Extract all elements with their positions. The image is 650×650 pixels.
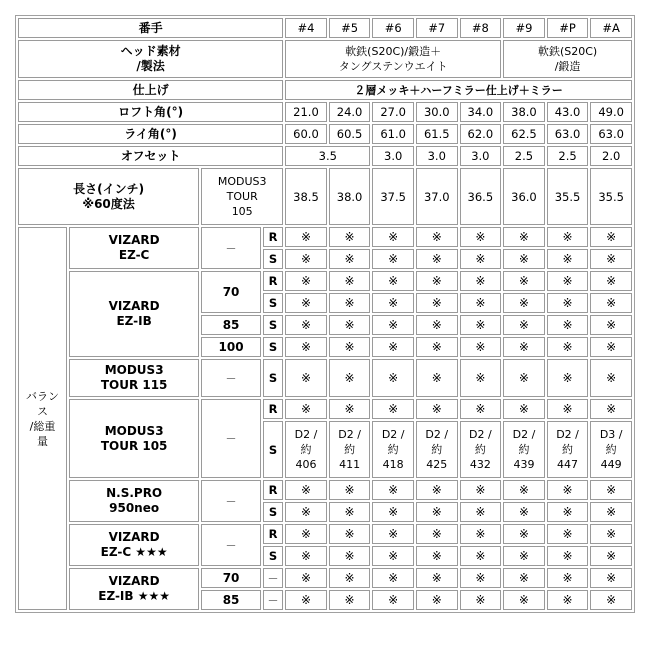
club-number: #4 [285, 18, 327, 38]
text-line: 約 [300, 443, 312, 456]
text-line: VIZARD [108, 574, 160, 588]
loft-value: 38.0 [503, 102, 545, 122]
balance-mark: ※ [590, 271, 632, 291]
text-line: D2 / [294, 428, 318, 441]
text-line: MODUS3 [104, 363, 164, 377]
length-value: 35.5 [547, 168, 589, 225]
length-shaft [201, 168, 283, 225]
balance-mark: ※ [503, 480, 545, 500]
label-balance-weight [18, 227, 67, 610]
balance-weight-value [547, 421, 589, 478]
loft-value: 43.0 [547, 102, 589, 122]
balance-mark: ※ [285, 337, 327, 357]
flex-s: S [263, 249, 283, 269]
length-value: 36.5 [460, 168, 502, 225]
balance-mark: ※ [372, 249, 414, 269]
balance-mark: ※ [285, 293, 327, 313]
balance-weight-value [285, 421, 327, 478]
shaft-vizard-ezc [69, 227, 199, 269]
shaft-weight: 70 [201, 568, 261, 588]
label-loft: ロフト角(°) [18, 102, 283, 122]
balance-mark: ※ [285, 524, 327, 544]
balance-mark: ※ [372, 359, 414, 397]
balance-mark: ※ [372, 293, 414, 313]
text-line: MODUS3 [217, 175, 267, 188]
balance-mark: ※ [460, 315, 502, 335]
balance-mark: ※ [547, 590, 589, 610]
text-line: 432 [469, 458, 491, 471]
balance-mark: ※ [285, 502, 327, 522]
row-length [18, 168, 632, 225]
flex-s: S [263, 546, 283, 566]
text-line: EZ-IB [116, 314, 152, 328]
finish-value: ２層メッキ＋ハーフミラー仕上げ＋ミラー [285, 80, 632, 100]
balance-mark: ※ [329, 227, 371, 247]
balance-mark: ※ [416, 480, 458, 500]
balance-mark: ※ [460, 337, 502, 357]
balance-mark: ※ [547, 315, 589, 335]
balance-mark: ※ [285, 227, 327, 247]
balance-mark: ※ [547, 546, 589, 566]
weight-dash: － [201, 359, 261, 397]
lie-value: 60.5 [329, 124, 371, 144]
balance-mark: ※ [590, 227, 632, 247]
text-line: EZ-C ★★★ [100, 545, 168, 559]
balance-mark: ※ [285, 399, 327, 419]
balance-mark: ※ [503, 502, 545, 522]
balance-mark: ※ [329, 502, 371, 522]
text-line: 約 [605, 443, 617, 456]
balance-mark: ※ [590, 293, 632, 313]
balance-mark: ※ [590, 546, 632, 566]
row-loft [18, 102, 632, 122]
balance-mark: ※ [372, 502, 414, 522]
balance-mark: ※ [460, 502, 502, 522]
balance-mark: ※ [329, 271, 371, 291]
balance-mark: ※ [460, 546, 502, 566]
offset-value: 3.0 [416, 146, 458, 166]
balance-mark: ※ [372, 399, 414, 419]
balance-mark: ※ [285, 315, 327, 335]
text-line: 軟鉄(S20C) [537, 45, 598, 58]
row-balance-vizard-ezc3-r [18, 524, 632, 544]
label-length [18, 168, 199, 225]
offset-value: 3.0 [460, 146, 502, 166]
balance-mark: ※ [416, 227, 458, 247]
label-offset: オフセット [18, 146, 283, 166]
balance-weight-value [372, 421, 414, 478]
balance-mark: ※ [329, 546, 371, 566]
balance-mark: ※ [590, 590, 632, 610]
balance-mark: ※ [547, 568, 589, 588]
balance-mark: ※ [503, 271, 545, 291]
label-finish: 仕上げ [18, 80, 283, 100]
head-material-forged-tungsten [285, 40, 501, 78]
label-line: /製法 [136, 59, 165, 73]
shaft-weight: 85 [201, 315, 261, 335]
text-line: 418 [382, 458, 404, 471]
balance-mark: ※ [547, 524, 589, 544]
text-line: /総重 [29, 419, 56, 433]
balance-mark: ※ [416, 249, 458, 269]
balance-mark: ※ [460, 524, 502, 544]
text-line: 447 [557, 458, 579, 471]
balance-mark: ※ [590, 249, 632, 269]
text-line: D2 / [469, 428, 492, 441]
weight-dash: － [201, 227, 261, 269]
lie-value: 61.0 [372, 124, 414, 144]
flex-r: R [263, 480, 283, 500]
text-line: TOUR 105 [100, 438, 168, 453]
text-line: 約 [474, 443, 486, 456]
balance-mark: ※ [416, 399, 458, 419]
offset-value: 2.5 [547, 146, 589, 166]
balance-mark: ※ [590, 399, 632, 419]
balance-mark: ※ [547, 399, 589, 419]
club-number: #A [590, 18, 632, 38]
text-line: D2 / [512, 428, 536, 441]
balance-mark: ※ [416, 359, 458, 397]
balance-mark: ※ [460, 399, 502, 419]
text-line: 約 [344, 443, 356, 456]
flex-r: R [263, 271, 283, 291]
balance-mark: ※ [460, 249, 502, 269]
flex-s: S [263, 502, 283, 522]
text-line: /鍛造 [554, 60, 581, 73]
row-club-number [18, 18, 632, 38]
shaft-weight: 85 [201, 590, 261, 610]
balance-mark: ※ [285, 271, 327, 291]
balance-mark: ※ [503, 524, 545, 544]
flex-s: S [263, 337, 283, 357]
row-balance-vizard-ezib-70r [18, 271, 632, 291]
loft-value: 49.0 [590, 102, 632, 122]
balance-mark: ※ [503, 546, 545, 566]
row-offset [18, 146, 632, 166]
text-line: D2 / [338, 428, 361, 441]
text-line: 950neo [109, 501, 160, 515]
lie-value: 63.0 [547, 124, 589, 144]
flex-s: S [263, 293, 283, 313]
balance-mark: ※ [460, 480, 502, 500]
balance-mark: ※ [503, 590, 545, 610]
balance-mark: ※ [329, 590, 371, 610]
balance-mark: ※ [590, 315, 632, 335]
balance-mark: ※ [503, 227, 545, 247]
text-line: TOUR 115 [100, 378, 168, 392]
text-line: 449 [600, 458, 622, 471]
text-line: 約 [518, 443, 530, 456]
balance-mark: ※ [503, 359, 545, 397]
text-line: VIZARD [108, 299, 160, 313]
club-number: #6 [372, 18, 414, 38]
offset-value-merged: 3.5 [285, 146, 370, 166]
text-line: TOUR [226, 190, 258, 203]
row-balance-vizard-ezc-r [18, 227, 632, 247]
balance-mark: ※ [329, 480, 371, 500]
shaft-modus115 [69, 359, 199, 397]
text-line: ス [37, 404, 49, 418]
label-line: ※60度法 [82, 196, 135, 211]
balance-mark: ※ [285, 590, 327, 610]
balance-mark: ※ [416, 524, 458, 544]
text-line: 約 [431, 443, 443, 456]
balance-mark: ※ [285, 480, 327, 500]
balance-mark: ※ [460, 293, 502, 313]
label-club-number: 番手 [18, 18, 283, 38]
text-line: タングステンウエイト [338, 60, 448, 73]
loft-value: 21.0 [285, 102, 327, 122]
balance-mark: ※ [285, 359, 327, 397]
balance-mark: ※ [503, 399, 545, 419]
balance-mark: ※ [416, 293, 458, 313]
row-head-material [18, 40, 632, 78]
shaft-vizard-ezib3 [69, 568, 199, 610]
balance-mark: ※ [285, 249, 327, 269]
lie-value: 62.5 [503, 124, 545, 144]
shaft-weight: 100 [201, 337, 261, 357]
balance-mark: ※ [416, 271, 458, 291]
length-value: 36.0 [503, 168, 545, 225]
balance-mark: ※ [372, 480, 414, 500]
text-line: VIZARD [108, 233, 160, 247]
offset-value: 3.0 [372, 146, 414, 166]
balance-mark: ※ [590, 480, 632, 500]
balance-mark: ※ [329, 568, 371, 588]
label-line: 長さ(インチ) [73, 181, 145, 196]
loft-value: 34.0 [460, 102, 502, 122]
balance-mark: ※ [547, 502, 589, 522]
text-line: MODUS3 [104, 423, 164, 438]
balance-mark: ※ [460, 590, 502, 610]
weight-dash: － [201, 480, 261, 522]
balance-mark: ※ [285, 568, 327, 588]
text-line: D2 / [381, 428, 405, 441]
text-line: 約 [562, 443, 574, 456]
balance-mark: ※ [372, 227, 414, 247]
text-line: 425 [426, 458, 448, 471]
balance-mark: ※ [372, 271, 414, 291]
balance-mark: ※ [547, 271, 589, 291]
club-number: #5 [329, 18, 371, 38]
balance-mark: ※ [460, 227, 502, 247]
club-number: #7 [416, 18, 458, 38]
balance-mark: ※ [460, 271, 502, 291]
balance-mark: ※ [329, 337, 371, 357]
balance-mark: ※ [329, 524, 371, 544]
balance-mark: ※ [416, 546, 458, 566]
balance-mark: ※ [416, 502, 458, 522]
club-number: #9 [503, 18, 545, 38]
row-balance-modus115-s [18, 359, 632, 397]
balance-mark: ※ [547, 293, 589, 313]
flex-r: R [263, 227, 283, 247]
label-lie: ライ角(°) [18, 124, 283, 144]
balance-mark: ※ [416, 590, 458, 610]
balance-mark: ※ [416, 568, 458, 588]
text-line: 量 [37, 434, 49, 448]
shaft-modus105 [69, 399, 199, 478]
flex-dash: － [263, 568, 283, 588]
balance-mark: ※ [329, 293, 371, 313]
lie-value: 61.5 [416, 124, 458, 144]
balance-mark: ※ [503, 337, 545, 357]
balance-mark: ※ [329, 249, 371, 269]
label-line: ヘッド素材 [120, 44, 181, 58]
text-line: 406 [295, 458, 317, 471]
loft-value: 30.0 [416, 102, 458, 122]
text-line: 軟鉄(S20C)/鍛造＋ [345, 45, 442, 58]
row-balance-nspro-r [18, 480, 632, 500]
weight-dash: － [201, 524, 261, 566]
flex-s: S [263, 359, 283, 397]
balance-mark: ※ [416, 315, 458, 335]
flex-r: R [263, 399, 283, 419]
row-lie [18, 124, 632, 144]
row-balance-vizard-ezib3-70 [18, 568, 632, 588]
length-value: 37.5 [372, 168, 414, 225]
row-balance-modus105-r [18, 399, 632, 419]
shaft-vizard-ezc3 [69, 524, 199, 566]
spec-table [15, 15, 635, 613]
loft-value: 24.0 [329, 102, 371, 122]
shaft-weight: 70 [201, 271, 261, 313]
text-line: N.S.PRO [106, 486, 163, 500]
length-value: 38.0 [329, 168, 371, 225]
balance-mark: ※ [372, 546, 414, 566]
text-line: D2 / [425, 428, 449, 441]
label-head-material [18, 40, 283, 78]
balance-weight-value [416, 421, 458, 478]
loft-value: 27.0 [372, 102, 414, 122]
balance-mark: ※ [329, 359, 371, 397]
balance-weight-value [460, 421, 502, 478]
balance-mark: ※ [503, 293, 545, 313]
flex-dash: － [263, 590, 283, 610]
balance-mark: ※ [460, 359, 502, 397]
text-line: D2 / [556, 428, 579, 441]
balance-mark: ※ [590, 524, 632, 544]
balance-mark: ※ [329, 315, 371, 335]
balance-mark: ※ [590, 359, 632, 397]
text-line: 439 [513, 458, 535, 471]
length-value: 38.5 [285, 168, 327, 225]
balance-mark: ※ [547, 249, 589, 269]
text-line: バラン [26, 389, 60, 403]
text-line: 約 [387, 443, 399, 456]
club-number: #P [547, 18, 589, 38]
balance-weight-value [503, 421, 545, 478]
balance-weight-value [590, 421, 632, 478]
shaft-nspro [69, 480, 199, 522]
club-number: #8 [460, 18, 502, 38]
balance-mark: ※ [372, 524, 414, 544]
balance-mark: ※ [547, 480, 589, 500]
length-value: 35.5 [590, 168, 632, 225]
balance-mark: ※ [547, 359, 589, 397]
balance-mark: ※ [590, 337, 632, 357]
balance-mark: ※ [590, 568, 632, 588]
balance-mark: ※ [547, 337, 589, 357]
weight-dash: － [201, 399, 261, 478]
text-line: EZ-IB ★★★ [98, 589, 170, 603]
text-line: VIZARD [108, 530, 160, 544]
balance-mark: ※ [503, 568, 545, 588]
shaft-vizard-ezib [69, 271, 199, 357]
lie-value: 62.0 [460, 124, 502, 144]
lie-value: 60.0 [285, 124, 327, 144]
text-line: EZ-C [118, 248, 150, 262]
text-line: D3 / [599, 428, 623, 441]
flex-s: S [263, 421, 283, 478]
balance-mark: ※ [503, 315, 545, 335]
balance-weight-value [329, 421, 371, 478]
flex-s: S [263, 315, 283, 335]
balance-mark: ※ [503, 249, 545, 269]
balance-mark: ※ [329, 399, 371, 419]
head-material-forged [503, 40, 632, 78]
balance-mark: ※ [590, 502, 632, 522]
lie-value: 63.0 [590, 124, 632, 144]
offset-value: 2.5 [503, 146, 545, 166]
balance-mark: ※ [372, 568, 414, 588]
balance-mark: ※ [372, 337, 414, 357]
row-finish [18, 80, 632, 100]
balance-mark: ※ [416, 337, 458, 357]
balance-mark: ※ [372, 315, 414, 335]
length-value: 37.0 [416, 168, 458, 225]
text-line: 105 [231, 205, 253, 218]
balance-mark: ※ [372, 590, 414, 610]
offset-value: 2.0 [590, 146, 632, 166]
balance-mark: ※ [285, 546, 327, 566]
text-line: 411 [339, 458, 361, 471]
balance-mark: ※ [547, 227, 589, 247]
balance-mark: ※ [460, 568, 502, 588]
flex-r: R [263, 524, 283, 544]
